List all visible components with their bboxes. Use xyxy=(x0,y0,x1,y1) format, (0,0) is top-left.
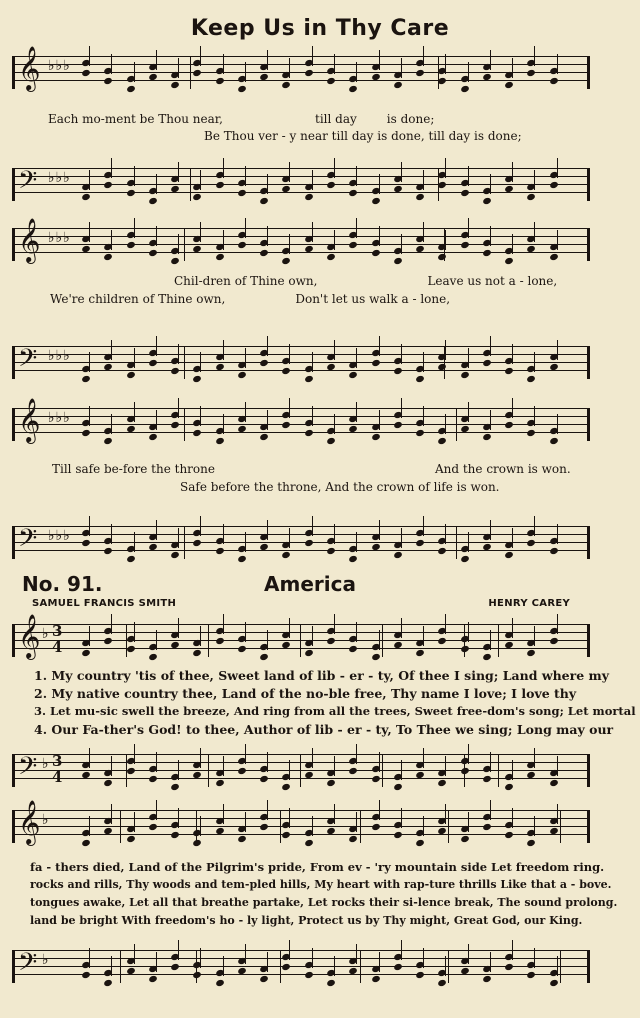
note-stem xyxy=(245,62,246,82)
note-stem xyxy=(379,800,380,820)
note-stem xyxy=(245,944,246,964)
note-stem xyxy=(289,760,290,780)
note-stem xyxy=(223,230,224,250)
note-stem xyxy=(289,940,290,960)
note-stem xyxy=(490,800,491,820)
lyric-line: Be Thou ver - y near till day is done, till day is done; xyxy=(204,129,522,143)
note-stem xyxy=(223,414,224,434)
note-head xyxy=(549,979,559,987)
treble-clef-icon: 𝄞 xyxy=(18,218,41,262)
note-stem xyxy=(111,956,112,976)
note-stem xyxy=(356,944,357,964)
note-stem xyxy=(334,414,335,434)
note-stem xyxy=(200,816,201,836)
note-stem xyxy=(423,948,424,968)
note-stem xyxy=(490,336,491,356)
note-head xyxy=(393,783,403,791)
note-stem xyxy=(334,524,335,544)
note-head xyxy=(170,783,180,791)
treble-staff xyxy=(12,398,590,442)
note-stem xyxy=(267,520,268,540)
note-stem xyxy=(312,516,313,536)
note-stem xyxy=(423,170,424,190)
note-stem xyxy=(289,808,290,828)
key-signature: ♭ xyxy=(42,952,50,968)
note-stem xyxy=(557,956,558,976)
note-head xyxy=(237,555,247,563)
treble-clef-icon: 𝄞 xyxy=(18,800,41,844)
note-stem xyxy=(289,344,290,364)
note-stem xyxy=(557,804,558,824)
note-stem xyxy=(200,170,201,190)
bass-clef-icon: 𝄢 xyxy=(18,344,38,379)
note-stem xyxy=(267,336,268,356)
bass-staff xyxy=(12,526,590,558)
treble-clef-icon: 𝄞 xyxy=(18,398,41,442)
lyric-line: Each mo-ment be Thou near, till day is done; xyxy=(48,112,435,126)
note-stem xyxy=(200,626,201,646)
treble-clef-icon: 𝄞 xyxy=(18,614,41,658)
note-stem xyxy=(356,166,357,186)
note-stem xyxy=(111,54,112,74)
note-stem xyxy=(468,166,469,186)
note-stem xyxy=(289,618,290,638)
note-stem xyxy=(557,158,558,178)
bass-staff xyxy=(12,754,590,786)
note-stem xyxy=(245,218,246,238)
note-head xyxy=(237,85,247,93)
note-stem xyxy=(490,952,491,972)
note-stem xyxy=(468,532,469,552)
note-head xyxy=(393,257,403,265)
note-stem xyxy=(423,626,424,646)
note-head xyxy=(504,783,514,791)
bass-staff xyxy=(12,950,590,982)
note-head xyxy=(326,979,336,987)
note-stem xyxy=(267,50,268,70)
note-stem xyxy=(445,956,446,976)
note-stem xyxy=(468,744,469,764)
note-stem xyxy=(401,234,402,254)
note-stem xyxy=(289,398,290,418)
verse-3-cont: tongues awake, Let all that breathe partake, Let rocks their si-lence break, The sound prolong. xyxy=(30,896,618,909)
note-stem xyxy=(178,162,179,182)
note-stem xyxy=(423,516,424,536)
note-stem xyxy=(312,948,313,968)
treble-staff xyxy=(12,46,590,90)
note-stem xyxy=(557,524,558,544)
key-signature: ♭♭♭ xyxy=(48,528,71,544)
note-stem xyxy=(134,622,135,642)
note-stem xyxy=(178,398,179,418)
note-head xyxy=(170,257,180,265)
note-stem xyxy=(468,218,469,238)
note-stem xyxy=(379,752,380,772)
bass-clef-icon: 𝄢 xyxy=(18,524,38,559)
note-stem xyxy=(512,760,513,780)
note-stem xyxy=(401,344,402,364)
note-stem xyxy=(178,58,179,78)
note-stem xyxy=(334,230,335,250)
note-stem xyxy=(379,174,380,194)
note-stem xyxy=(89,516,90,536)
note-head xyxy=(482,197,492,205)
note-stem xyxy=(289,234,290,254)
hymn-title: America xyxy=(264,572,356,596)
key-signature: ♭ xyxy=(42,756,50,772)
note-stem xyxy=(334,756,335,776)
note-stem xyxy=(245,532,246,552)
note-stem xyxy=(534,816,535,836)
note-stem xyxy=(512,808,513,828)
note-stem xyxy=(156,410,157,430)
note-stem xyxy=(401,940,402,960)
note-stem xyxy=(89,748,90,768)
note-stem xyxy=(134,744,135,764)
note-stem xyxy=(245,622,246,642)
note-stem xyxy=(423,46,424,66)
note-stem xyxy=(423,352,424,372)
hymn-number: No. 91. xyxy=(22,572,103,596)
note-stem xyxy=(178,618,179,638)
note-stem xyxy=(445,414,446,434)
note-stem xyxy=(379,630,380,650)
note-stem xyxy=(490,520,491,540)
note-stem xyxy=(223,524,224,544)
note-stem xyxy=(512,58,513,78)
key-signature: ♭♭♭ xyxy=(48,348,71,364)
note-stem xyxy=(267,800,268,820)
note-stem xyxy=(534,406,535,426)
note-stem xyxy=(312,406,313,426)
note-stem xyxy=(334,956,335,976)
note-stem xyxy=(245,744,246,764)
note-stem xyxy=(267,630,268,650)
note-stem xyxy=(111,230,112,250)
note-stem xyxy=(401,760,402,780)
note-stem xyxy=(111,756,112,776)
note-stem xyxy=(200,516,201,536)
note-stem xyxy=(379,226,380,246)
note-stem xyxy=(356,62,357,82)
note-stem xyxy=(401,398,402,418)
note-stem xyxy=(178,234,179,254)
bass-clef-icon: 𝄢 xyxy=(18,948,38,983)
note-stem xyxy=(356,218,357,238)
note-stem xyxy=(267,752,268,772)
note-stem xyxy=(468,622,469,642)
note-stem xyxy=(111,804,112,824)
note-stem xyxy=(468,62,469,82)
key-signature: ♭♭♭ xyxy=(48,58,71,74)
note-stem xyxy=(334,804,335,824)
note-stem xyxy=(379,50,380,70)
note-stem xyxy=(134,218,135,238)
note-head xyxy=(482,653,492,661)
note-stem xyxy=(89,222,90,242)
note-stem xyxy=(534,352,535,372)
note-stem xyxy=(534,626,535,646)
treble-staff xyxy=(12,614,590,658)
note-stem xyxy=(134,532,135,552)
note-stem xyxy=(512,528,513,548)
note-stem xyxy=(423,748,424,768)
note-stem xyxy=(111,158,112,178)
note-stem xyxy=(468,944,469,964)
note-stem xyxy=(512,940,513,960)
verse-1-cont: fa - thers died, Land of the Pilgrim's pride, From ev - 'ry mountain side Let freedom ring. xyxy=(30,860,605,874)
note-stem xyxy=(289,162,290,182)
note-stem xyxy=(356,348,357,368)
note-stem xyxy=(401,58,402,78)
note-stem xyxy=(445,230,446,250)
note-stem xyxy=(111,414,112,434)
note-stem xyxy=(490,50,491,70)
treble-staff xyxy=(12,800,590,844)
time-signature: 3 4 xyxy=(52,622,63,656)
note-stem xyxy=(312,352,313,372)
note-stem xyxy=(334,54,335,74)
note-stem xyxy=(223,340,224,360)
lyric-line: Till safe be-fore the throne And the crown is won. xyxy=(52,462,571,476)
note-stem xyxy=(490,226,491,246)
note-stem xyxy=(89,406,90,426)
note-head xyxy=(81,375,91,383)
note-stem xyxy=(379,520,380,540)
note-head xyxy=(259,197,269,205)
note-stem xyxy=(490,410,491,430)
verse-4-cont: land be bright With freedom's ho - ly light, Protect us by Thy might, Great God, our King. xyxy=(30,914,583,927)
time-signature: 3 4 xyxy=(52,752,63,786)
note-stem xyxy=(445,158,446,178)
note-stem xyxy=(490,752,491,772)
note-stem xyxy=(223,158,224,178)
note-head xyxy=(415,375,425,383)
note-head xyxy=(549,437,559,445)
verse-2: 2. My native country thee, Land of the no-ble free, Thy name I love; I love thy xyxy=(34,686,577,701)
key-signature: ♭ xyxy=(42,626,50,642)
key-signature: ♭♭♭ xyxy=(48,410,71,426)
note-stem xyxy=(312,170,313,190)
note-stem xyxy=(223,956,224,976)
note-stem xyxy=(178,808,179,828)
note-stem xyxy=(156,226,157,246)
verse-1: 1. My country 'tis of thee, Sweet land of lib - er - ty, Of thee I sing; Land where my xyxy=(34,668,610,683)
note-stem xyxy=(200,222,201,242)
note-stem xyxy=(557,54,558,74)
note-stem xyxy=(156,630,157,650)
note-stem xyxy=(334,158,335,178)
note-stem xyxy=(445,804,446,824)
note-stem xyxy=(134,812,135,832)
note-stem xyxy=(89,170,90,190)
note-stem xyxy=(200,748,201,768)
note-stem xyxy=(156,520,157,540)
note-head xyxy=(148,197,158,205)
note-stem xyxy=(445,340,446,360)
key-signature: ♭ xyxy=(42,812,50,828)
note-stem xyxy=(312,626,313,646)
note-stem xyxy=(289,58,290,78)
note-stem xyxy=(245,402,246,422)
note-stem xyxy=(379,336,380,356)
lyric-line: Chil-dren of Thine own, Leave us not a - lone, xyxy=(174,274,558,288)
note-head xyxy=(81,839,91,847)
composer-credit: HENRY CAREY xyxy=(488,598,570,609)
note-head xyxy=(215,437,225,445)
note-stem xyxy=(557,230,558,250)
note-stem xyxy=(356,532,357,552)
bass-staff xyxy=(12,346,590,378)
note-stem xyxy=(423,222,424,242)
key-signature: ♭♭♭ xyxy=(48,230,71,246)
note-stem xyxy=(312,46,313,66)
note-stem xyxy=(178,344,179,364)
treble-clef-icon: 𝄞 xyxy=(18,46,41,90)
note-stem xyxy=(423,406,424,426)
note-stem xyxy=(178,940,179,960)
note-stem xyxy=(245,812,246,832)
note-stem xyxy=(512,398,513,418)
note-stem xyxy=(134,402,135,422)
note-stem xyxy=(312,222,313,242)
note-stem xyxy=(356,744,357,764)
note-stem xyxy=(401,808,402,828)
note-stem xyxy=(156,50,157,70)
note-stem xyxy=(223,756,224,776)
bass-clef-icon: 𝄢 xyxy=(18,752,38,787)
lyric-line: We're children of Thine own, Don't let us walk a - lone, xyxy=(50,292,451,306)
note-head xyxy=(148,653,158,661)
note-stem xyxy=(267,226,268,246)
note-stem xyxy=(534,170,535,190)
note-head xyxy=(326,437,336,445)
note-stem xyxy=(89,816,90,836)
note-stem xyxy=(557,756,558,776)
note-stem xyxy=(156,952,157,972)
note-stem xyxy=(334,340,335,360)
note-stem xyxy=(156,800,157,820)
note-stem xyxy=(401,162,402,182)
note-stem xyxy=(557,414,558,434)
note-stem xyxy=(89,626,90,646)
note-stem xyxy=(200,46,201,66)
note-head xyxy=(504,257,514,265)
note-head xyxy=(304,839,314,847)
note-stem xyxy=(289,528,290,548)
note-stem xyxy=(356,812,357,832)
note-stem xyxy=(89,46,90,66)
note-stem xyxy=(445,524,446,544)
note-stem xyxy=(557,614,558,634)
note-stem xyxy=(156,752,157,772)
note-stem xyxy=(534,948,535,968)
hymn-title: Keep Us in Thy Care xyxy=(190,16,450,41)
note-stem xyxy=(111,524,112,544)
note-stem xyxy=(89,948,90,968)
note-stem xyxy=(134,62,135,82)
bass-staff xyxy=(12,168,590,200)
note-stem xyxy=(423,816,424,836)
note-stem xyxy=(200,406,201,426)
note-stem xyxy=(468,812,469,832)
note-stem xyxy=(401,528,402,548)
note-stem xyxy=(512,618,513,638)
note-stem xyxy=(156,174,157,194)
note-stem xyxy=(89,352,90,372)
note-stem xyxy=(267,174,268,194)
note-head xyxy=(460,555,470,563)
note-stem xyxy=(445,54,446,74)
note-stem xyxy=(111,614,112,634)
note-stem xyxy=(445,614,446,634)
note-stem xyxy=(267,952,268,972)
lyric-line: Safe before the throne, And the crown of life is won. xyxy=(180,480,500,494)
note-head xyxy=(304,375,314,383)
note-stem xyxy=(111,340,112,360)
treble-staff xyxy=(12,218,590,262)
note-stem xyxy=(223,804,224,824)
note-stem xyxy=(534,748,535,768)
note-stem xyxy=(134,944,135,964)
note-stem xyxy=(512,162,513,182)
note-stem xyxy=(379,410,380,430)
note-stem xyxy=(534,222,535,242)
key-signature: ♭♭♭ xyxy=(48,170,71,186)
note-head xyxy=(215,979,225,987)
note-head xyxy=(415,839,425,847)
author-credit: SAMUEL FRANCIS SMITH xyxy=(32,598,177,609)
note-stem xyxy=(334,614,335,634)
note-stem xyxy=(356,402,357,422)
note-stem xyxy=(200,352,201,372)
note-stem xyxy=(178,760,179,780)
verse-4: 4. Our Fa-ther's God! to thee, Author of lib - er - ty, To Thee we sing; Long may our xyxy=(34,722,614,737)
bass-clef-icon: 𝄢 xyxy=(18,166,38,201)
note-stem xyxy=(223,614,224,634)
note-stem xyxy=(512,344,513,364)
note-stem xyxy=(134,348,135,368)
verse-3: 3. Let mu-sic swell the breeze, And ring from all the trees, Sweet free-dom's song; Let mortal xyxy=(34,704,636,718)
note-stem xyxy=(245,348,246,368)
note-stem xyxy=(490,630,491,650)
note-stem xyxy=(245,166,246,186)
note-stem xyxy=(156,336,157,356)
note-stem xyxy=(557,340,558,360)
note-stem xyxy=(534,516,535,536)
note-stem xyxy=(468,402,469,422)
note-stem xyxy=(178,528,179,548)
note-stem xyxy=(134,166,135,186)
note-stem xyxy=(312,816,313,836)
note-stem xyxy=(223,54,224,74)
note-stem xyxy=(356,622,357,642)
note-stem xyxy=(379,952,380,972)
note-stem xyxy=(445,756,446,776)
note-stem xyxy=(200,948,201,968)
note-stem xyxy=(512,234,513,254)
note-stem xyxy=(312,748,313,768)
note-stem xyxy=(534,46,535,66)
note-stem xyxy=(468,348,469,368)
note-head xyxy=(259,653,269,661)
note-stem xyxy=(401,618,402,638)
note-head xyxy=(460,85,470,93)
note-stem xyxy=(267,410,268,430)
note-stem xyxy=(490,174,491,194)
verse-2-cont: rocks and rills, Thy woods and tem-pled hills, My heart with rap-ture thrills Like that a - bove. xyxy=(30,878,612,891)
